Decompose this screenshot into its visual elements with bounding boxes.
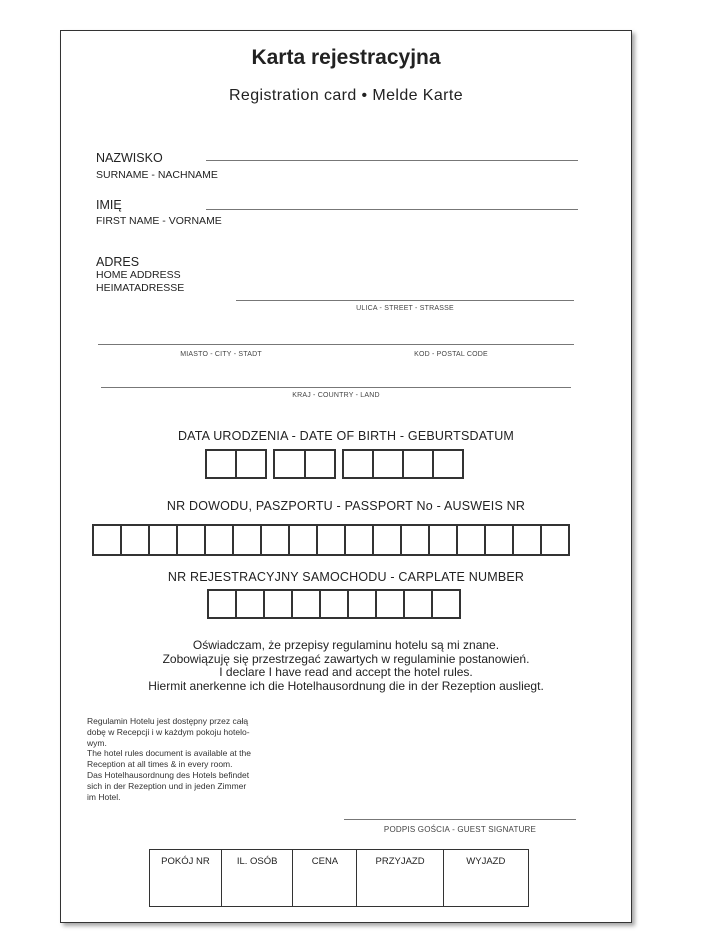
table-row (150, 850, 529, 907)
dob-box[interactable] (235, 449, 267, 479)
carplate-boxes (207, 589, 461, 619)
room-table (149, 849, 529, 907)
rules-note-line: Reception at all times & in every room. (87, 759, 233, 770)
rules-note-line: Das Hotelhausordnung des Hotels befindet (87, 769, 250, 780)
passport-box[interactable] (540, 524, 570, 556)
passport-box[interactable] (372, 524, 402, 556)
city-line[interactable] (98, 344, 574, 345)
city-caption: MIASTO - CITY - STADT (180, 351, 262, 358)
surname-line[interactable] (206, 160, 578, 161)
dob-boxes (205, 449, 464, 479)
passport-box[interactable] (148, 524, 178, 556)
signature-line[interactable] (344, 819, 576, 820)
dob-box[interactable] (432, 449, 464, 479)
passport-box[interactable] (204, 524, 234, 556)
declaration-line: Hiermit anerkenne ich die Hotelhausordnung die in der Rezeption ausliegt. (148, 678, 544, 693)
surname-sublabel: SURNAME - NACHNAME (96, 169, 218, 181)
carplate-box[interactable] (291, 589, 321, 619)
passport-box[interactable] (260, 524, 290, 556)
dob-box[interactable] (205, 449, 237, 479)
carplate-label: NR REJESTRACYJNY SAMOCHODU - CARPLATE NUMBER (167, 570, 525, 584)
rules-note-line: The hotel rules document is available at the (87, 748, 251, 759)
carplate-box[interactable] (235, 589, 265, 619)
passport-label: NR DOWODU, PASZPORTU - PASSPORT No - AUSWEIS NR (166, 499, 526, 513)
street-caption: ULICA - STREET - STRASSE (356, 305, 454, 312)
signature-label: PODPIS GOŚCIA - GUEST SIGNATURE (383, 825, 537, 834)
address-sublabel-1: HOME ADDRESS (96, 269, 181, 281)
rules-note (87, 716, 337, 802)
rules-note-line: dobę w Recepcji i w każdym pokoju hotelo- (87, 726, 250, 737)
rules-note-line: im Hotel. (87, 791, 121, 802)
passport-box[interactable] (512, 524, 542, 556)
passport-box[interactable] (232, 524, 262, 556)
dob-box[interactable] (342, 449, 374, 479)
table-header-price[interactable]: CENA (293, 850, 357, 907)
table-header-persons[interactable]: IL. OSÓB (221, 850, 293, 907)
country-line[interactable] (101, 387, 571, 388)
table-header-departure[interactable]: WYJAZD (443, 850, 528, 907)
passport-box[interactable] (92, 524, 122, 556)
address-label: ADRES (96, 255, 140, 269)
rules-note-line: Regulamin Hotelu jest dostępny przez całą (87, 716, 249, 726)
declaration-line: Oświadczam, że przepisy regulaminu hotelu są mi znane. (192, 638, 500, 652)
rules-note-line: wym. (87, 737, 107, 748)
street-line[interactable] (236, 300, 574, 301)
passport-box[interactable] (428, 524, 458, 556)
passport-box[interactable] (176, 524, 206, 556)
address-sublabel-2: HEIMATADRESSE (96, 282, 185, 294)
rules-note-line: sich in der Rezeption und in jeden Zimmer (87, 780, 247, 791)
passport-box[interactable] (400, 524, 430, 556)
declaration (61, 639, 631, 693)
table-header-arrival[interactable]: PRZYJAZD (357, 850, 443, 907)
passport-box[interactable] (288, 524, 318, 556)
carplate-box[interactable] (263, 589, 293, 619)
dob-box[interactable] (372, 449, 404, 479)
passport-box[interactable] (344, 524, 374, 556)
table-header-room[interactable]: POKÓJ NR (150, 850, 222, 907)
surname-label: NAZWISKO (96, 151, 163, 165)
carplate-box[interactable] (207, 589, 237, 619)
passport-box[interactable] (484, 524, 514, 556)
carplate-box[interactable] (403, 589, 433, 619)
carplate-box[interactable] (319, 589, 349, 619)
passport-box[interactable] (456, 524, 486, 556)
passport-box[interactable] (316, 524, 346, 556)
registration-card (60, 30, 632, 923)
postal-caption: KOD - POSTAL CODE (414, 351, 488, 358)
dob-label: DATA URODZENIA - DATE OF BIRTH - GEBURTSDATUM (177, 429, 515, 443)
first-name-line[interactable] (206, 209, 578, 210)
passport-boxes (92, 524, 570, 556)
first-name-sublabel: FIRST NAME - VORNAME (96, 215, 222, 227)
declaration-line: Zobowiązuję się przestrzegać zawartych w regulaminie postanowień. (162, 651, 530, 666)
declaration-line: I declare I have read and accept the hotel rules. (219, 665, 473, 679)
dob-box[interactable] (304, 449, 336, 479)
passport-box[interactable] (120, 524, 150, 556)
country-caption: KRAJ - COUNTRY - LAND (292, 392, 380, 399)
card-subtitle: Registration card • Melde Karte (228, 87, 464, 104)
carplate-box[interactable] (347, 589, 377, 619)
carplate-box[interactable] (431, 589, 461, 619)
dob-box[interactable] (273, 449, 306, 479)
first-name-label: IMIĘ (96, 198, 122, 212)
dob-box[interactable] (402, 449, 434, 479)
carplate-box[interactable] (375, 589, 405, 619)
card-title: Karta rejestracyjna (251, 46, 441, 69)
